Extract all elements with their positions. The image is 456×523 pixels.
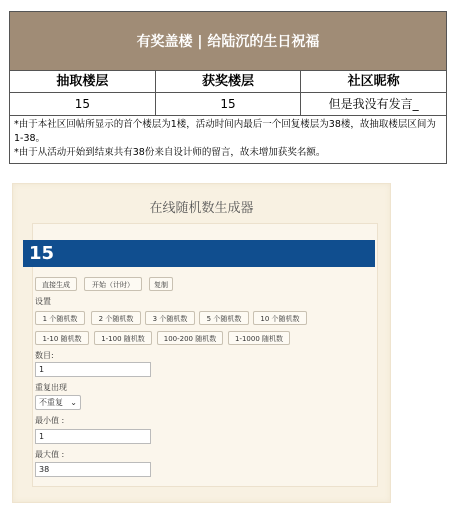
draw-floor-value: 15 xyxy=(10,93,156,115)
range-1-1000-button[interactable]: 1-1000 随机数 xyxy=(228,331,290,345)
nickname-value: 但是我没有发言_ xyxy=(328,97,419,111)
winning-floor-value: 15 xyxy=(156,93,302,115)
repeat-select-value: 不重复 xyxy=(39,398,63,407)
generate-button[interactable]: 直接生成 xyxy=(35,277,77,291)
prize-table xyxy=(9,11,447,164)
min-label: 最小值 : xyxy=(35,416,65,425)
max-label: 最大值 : xyxy=(35,450,65,459)
range-1-100-button[interactable]: 1-100 随机数 xyxy=(94,331,152,345)
chevron-down-icon: ⌄ xyxy=(70,398,77,407)
settings-label: 设置 xyxy=(35,297,51,306)
note-winner-count: *由于从活动开始到结束共有38份来自设计师的留言，故未增加获奖名额。 xyxy=(14,147,326,158)
generator-title: 在线随机数生成器 xyxy=(149,201,254,216)
start-timer-button[interactable]: 开始（计时） xyxy=(84,277,142,291)
repeat-label: 重复出现 xyxy=(35,383,67,392)
count-label: 数目: xyxy=(35,351,54,360)
note-floor-range: *由于本社区回帖所显示的首个楼层为1楼，活动时间内最后一个回复楼层为38楼，故抽取楼层区间为1-38。 xyxy=(14,119,436,144)
min-input[interactable]: 1 xyxy=(35,429,151,444)
max-input[interactable]: 38 xyxy=(35,462,151,477)
preset-3-numbers-button[interactable]: 3 个随机数 xyxy=(145,311,195,325)
notes xyxy=(10,116,446,163)
table-header-row xyxy=(10,71,446,93)
prize-title: 有奖盖楼 | 给陆沉的生日祝福 xyxy=(10,12,446,71)
range-1-10-button[interactable]: 1-10 随机数 xyxy=(35,331,89,345)
preset-10-numbers-button[interactable]: 10 个随机数 xyxy=(253,311,307,325)
repeat-select[interactable] xyxy=(35,395,81,410)
header-draw-floor: 抽取楼层 xyxy=(10,71,156,92)
header-nickname: 社区昵称 xyxy=(347,74,400,89)
count-input[interactable]: 1 xyxy=(35,362,151,377)
preset-1-number-button[interactable]: 1 个随机数 xyxy=(35,311,85,325)
header-winning-floor: 获奖楼层 xyxy=(156,71,302,92)
table-row xyxy=(10,93,446,116)
result-display: 15 xyxy=(23,240,375,267)
copy-button[interactable]: 复制 xyxy=(149,277,173,291)
range-100-200-button[interactable]: 100-200 随机数 xyxy=(157,331,223,345)
preset-5-numbers-button[interactable]: 5 个随机数 xyxy=(199,311,249,325)
preset-2-numbers-button[interactable]: 2 个随机数 xyxy=(91,311,141,325)
